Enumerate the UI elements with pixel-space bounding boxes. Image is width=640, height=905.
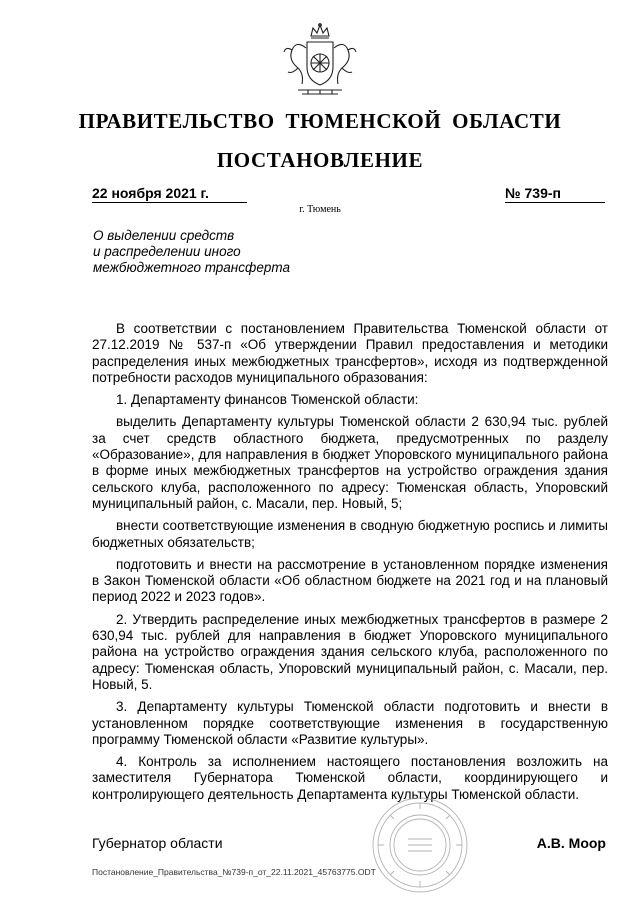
- body-paragraph: подготовить и внести на рассмотрение в установленном порядке изменения в Закон Тюменской области «Об областном бюджете на 2021 год и на плановый период 2022 и 2023 годов».: [92, 556, 608, 605]
- official-seal-icon: [370, 795, 470, 895]
- body-paragraph: 2. Утвердить распределение иных межбюджетных трансфертов в размере 2 630,94 тыс. рублей для направления в бюджет Упоровского муниципального района на устройство ограждения здания сельского клуба, расположенного по адресу: Тюменская область, Упоровский муниципальный район, с. Масали, пер. Новый, 5.: [92, 611, 608, 692]
- signer-position: Губернатор области: [92, 835, 223, 851]
- subject-line: О выделении средств: [93, 228, 235, 243]
- document-number: № 739-п: [505, 185, 605, 203]
- document-body: [92, 321, 608, 803]
- body-paragraph: В соответствии с постановлением Правительства Тюменской области от 27.12.2019 № 537-п «Об утверждении Правил предоставления и методики распределения иных межбюджетных трансфертов», исходя из подтвержденной потребности расходов муниципального образования:: [92, 321, 608, 385]
- coat-of-arms-icon: [278, 22, 362, 102]
- subject-line: межбюджетного трансферта: [93, 260, 291, 275]
- document-subject: [93, 228, 353, 276]
- body-paragraph: внести соответствующие изменения в сводную бюджетную роспись и лимиты бюджетных обязательств;: [92, 518, 608, 550]
- subject-line: и распределении иного: [93, 244, 241, 259]
- document-type: ПОСТАНОВЛЕНИЕ: [216, 148, 424, 172]
- body-paragraph: 4. Контроль за исполнением настоящего постановления возложить на заместителя Губернатора Тюменской области, координирующего и контролирующего деятельность Департамента культуры Тюменской области.: [92, 754, 608, 802]
- body-paragraph: 3. Департаменту культуры Тюменской области подготовить и внести в установленном порядке соответствующие изменения в государственную программу Тюменской области «Развитие культуры».: [92, 699, 608, 747]
- document-date: 22 ноября 2021 г.: [92, 185, 247, 203]
- document-city: г. Тюмень: [299, 204, 341, 215]
- body-paragraph: 1. Департаменту финансов Тюменской области:: [116, 392, 419, 408]
- footer-filename: Постановление_Правительства_№739-п_от_22.11.2021_45763775.ODT: [92, 867, 376, 877]
- government-title: ПРАВИТЕЛЬСТВО ТЮМЕНСКОЙ ОБЛАСТИ: [78, 109, 562, 133]
- body-paragraph: выделить Департаменту культуры Тюменской области 2 630,94 тыс. рублей за счет средств областного бюджета, предусмотренных по разделу «Образование», для направления в бюджет Упоровского муниципального района в форме иных межбюджетных трансфертов на устройство ограждения здания сельского клуба, расположенного по адресу: Тюменская область, Упоровский муниципальный район, с. Масали, пер. Новый, 5;: [92, 414, 608, 511]
- signer-name: А.В. Моор: [536, 835, 606, 851]
